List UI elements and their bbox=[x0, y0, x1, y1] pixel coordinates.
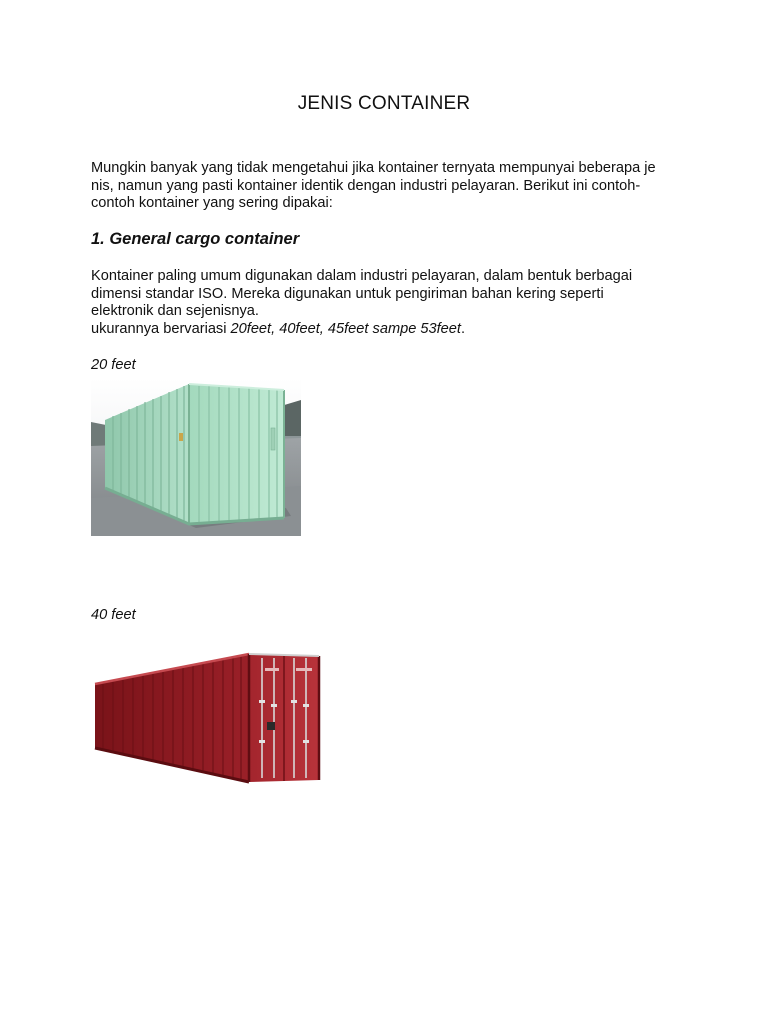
container-20ft-photo bbox=[91, 378, 301, 536]
sizes-suffix: . bbox=[460, 320, 466, 337]
sizes-prefix: ukurannya bervariasi bbox=[91, 320, 231, 337]
container-40ft-photo bbox=[91, 640, 321, 785]
intro-paragraph bbox=[91, 160, 691, 213]
intro-line-1: Mungkin banyak yang tidak mengetahui jika kontainer ternyata mempunyai beberapa je bbox=[91, 160, 656, 176]
section-body-line-1: Kontainer paling umum digunakan dalam industri pelayaran, dalam bentuk berbagai bbox=[91, 268, 633, 284]
intro-line-3: contoh kontainer yang sering dipakai: bbox=[91, 195, 333, 211]
label-40-feet: 40 feet bbox=[91, 607, 136, 623]
intro-line-2: nis, namun yang pasti kontainer identik dengan industri pelayaran. Berikut ini contoh- bbox=[91, 177, 641, 194]
sizes-italic: 20feet, 40feet, 45feet sampe 53feet bbox=[230, 320, 461, 337]
section-body-line-2: dimensi standar ISO. Mereka digunakan untuk pengiriman bahan kering seperti bbox=[91, 285, 604, 302]
document-title: JENIS CONTAINER bbox=[297, 93, 471, 114]
section-body bbox=[91, 268, 691, 338]
label-20-feet: 20 feet bbox=[91, 357, 136, 373]
section-body-line-3: elektronik dan sejenisnya. bbox=[91, 303, 259, 319]
section-heading: 1. General cargo container bbox=[91, 230, 300, 248]
